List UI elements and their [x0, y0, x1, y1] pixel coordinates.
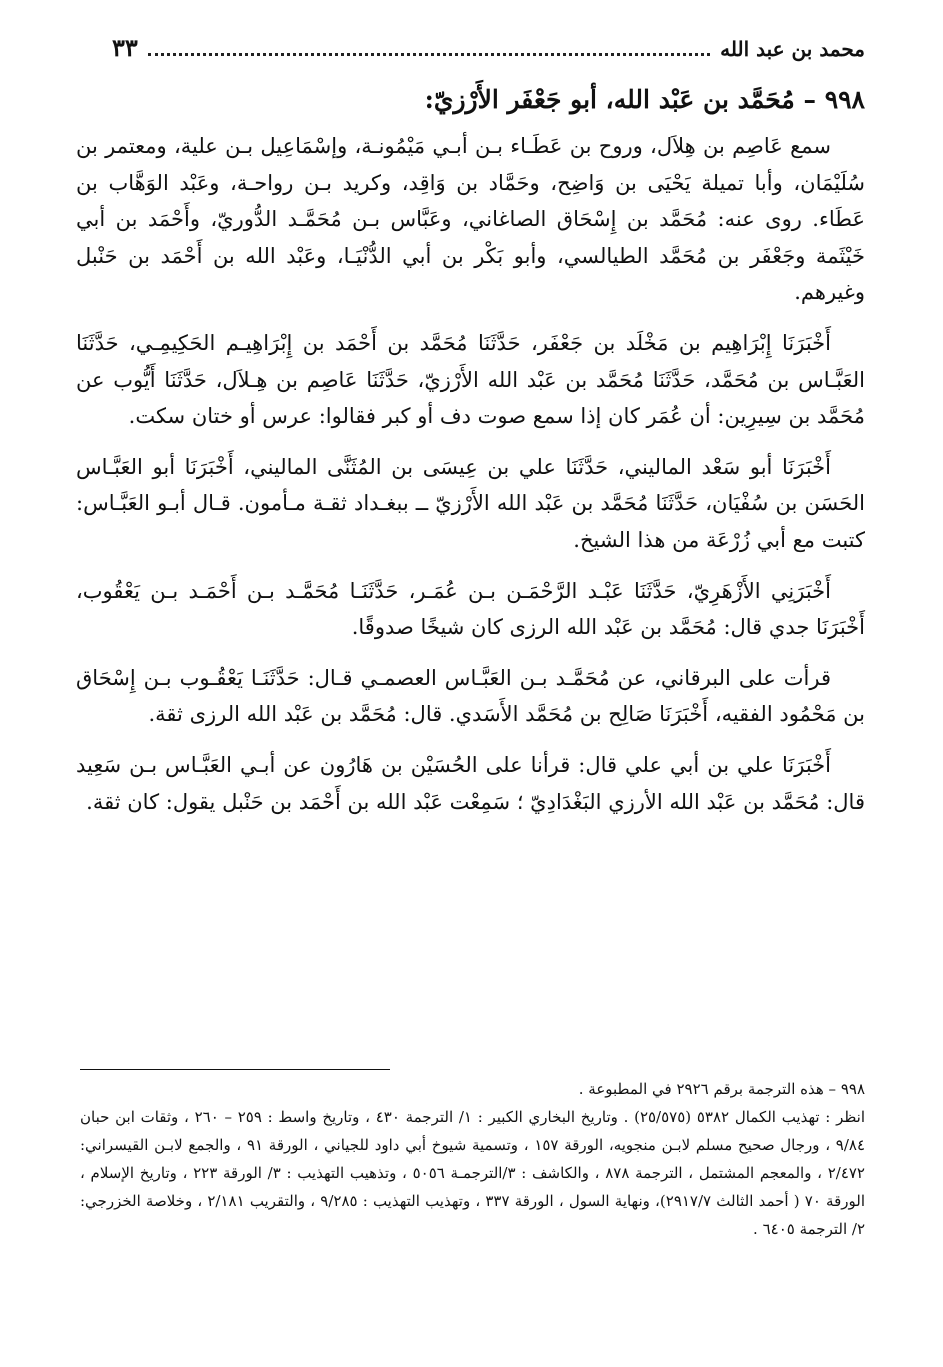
- paragraph: قرأت على البرقاني، عن مُحَمَّـد بـن العَبَّـاس العصمـي قـال: حَدَّثَنَـا يَعْقُـوب بـن إِسْحَاق بن مَحْمُود الفقيه، أَخْبَرَنَا صَالِح بن مُحَمَّد الأَسَدي. قال: مُحَمَّد بن عَبْد الله الرزى ثقة.: [76, 665, 865, 727]
- footnotes: [80, 1075, 865, 1243]
- paragraph: أَخْبَرَنِي الأَزْهَرِيّ، حَدَّثَنَا عَبْـد الرَّحْمَـن بـن عُمَـر، حَدَّثَنَـا مُحَمَّـد بـن أَحْمَـد بـن يَعْقُوب، أَخْبَرَنَا جدي قال: مُحَمَّد بن عَبْد الله الرزى كان شيخًا صدوقًا.: [76, 578, 865, 640]
- paragraph: سمع عَاصِم بن هِلاَل، وروح بن عَطَـاء بـن أبـي مَيْمُونـة، وإسْمَاعِيل بـن علية، ومعتمر بن سُلَيْمَان، وأبا تميلة يَحْيَى بن وَاضِح، وحَمَّاد بن وَاقِد، وكريد بـن رواحـة، وعَبْد الوَهَّاب بن عَطَاء. روى عنه: مُحَمَّد بن إِسْحَاق الصاغاني، وعَبَّاس بـن مُحَمَّـد الدُّوريّ، وأَحْمَد بن أبي خَيْثَمة وجَعْفَر بن مُحَمَّد الطيالسي، وأبو بَكْر بن أبي الدُّنْيَـا، وعَبْد الله بن أَحْمَد بن حَنْبل وغيرهم.: [76, 134, 865, 305]
- footnote-note: ٩٩٨ – هذه الترجمة برقم ٢٩٢٦ في المطبوعة .: [578, 1080, 865, 1098]
- running-head: [112, 33, 865, 70]
- paragraph: أَخْبَرَنَا علي بن أبي علي قال: قرأنا على الحُسَيْن بن هَارُون عن أبـي العَبَّـاس بـن سَعِيد قال: مُحَمَّد بن عَبْد الله الأرزي البَغْدَادِيّ ؛ سَمِعْت عَبْد الله بن أَحْمَد بن حَنْبل يقول: كان ثقة.: [76, 752, 865, 814]
- paragraph: أَخْبَرَنَا إِبْرَاهِيم بن مَخْلَد بن جَعْفَر، حَدَّثَنَا مُحَمَّد بن أَحْمَد بن إِبْرَاهِيـم الحَكِيمِـي، حَدَّثَنَا العَبَّـاس بن مُحَمَّد، حَدَّثَنَا مُحَمَّد بن عَبْد الله الأَرْزيّ، حَدَّثَنَا عَاصِم بن هِـلاَل، حَدَّثَنَا أَيُّوب عن مُحَمَّد بن سِيرِين: أن عُمَر كان إذا سمع صوت دف أو كبر فقالوا: عرس أو ختان سكت.: [76, 330, 865, 429]
- footnote-sources: انظر : تهذيب الكمال ٥٣٨٢ (٢٥/٥٧٥) . وتاريخ البخاري الكبير : ١/ الترجمة ٤٣٠ ، وتاريخ واسط : ٢٥٩ – ٢٦٠ ، وثقات ابن حبان ٩/٨٤ ، ورجال صحيح مسلم لابـن منجويه، الورقة ١٥٧ ، وتسمية شيوخ أبي داود للجياني ، الورقة ٩١ ، والجمع لابـن القيسراني: ٢/٤٧٢ ، والمعجم المشتمل ، الترجمة ٨٧٨ ، والكاشف : ٣/الترجمـة ٥٠٥٦ ، وتذهيب التهذيب : ٣/ الورقة ٢٢٣ ، وتاريخ الإسلام ، الورقة ٧٠ ( أحمد الثالث ٢٩١٧/٧)، ونهاية السول ، الورقة ٣٣٧ ، وتهذيب التهذيب : ٩/٢٨٥ ، والتقريب ٢/١٨١ ، وخلاصة الخزرجي: ٢/ الترجمة ٦٤٠٥ .: [80, 1108, 866, 1238]
- leader-dots: [148, 41, 710, 56]
- running-head-title: محمد بن عبد الله: [720, 37, 865, 61]
- paragraph: أَخْبَرَنَا أبو سَعْد الماليني، حَدَّثَنَا علي بن عِيسَى بن المُثَنَّى الماليني، أَخْبَرَنَا أبو العَبَّـاس الحَسَن بن سُفْيَان، حَدَّثَنَا مُحَمَّد بن عَبْد الله الأَرْزيّ ــ ببغـداد ثقـة مـأمون. قـال أبـو العَبَّـاس: كتبت مع أبي زُرْعَة من هذا الشيخ.: [76, 454, 865, 552]
- page-number: ٣٣: [112, 33, 138, 62]
- footnote-divider: [80, 1069, 390, 1070]
- body-text: [76, 128, 865, 834]
- entry-heading: ٩٩٨ – مُحَمَّد بن عَبْد الله، أبو جَعْفَر الأَرْزيّ:: [424, 85, 865, 114]
